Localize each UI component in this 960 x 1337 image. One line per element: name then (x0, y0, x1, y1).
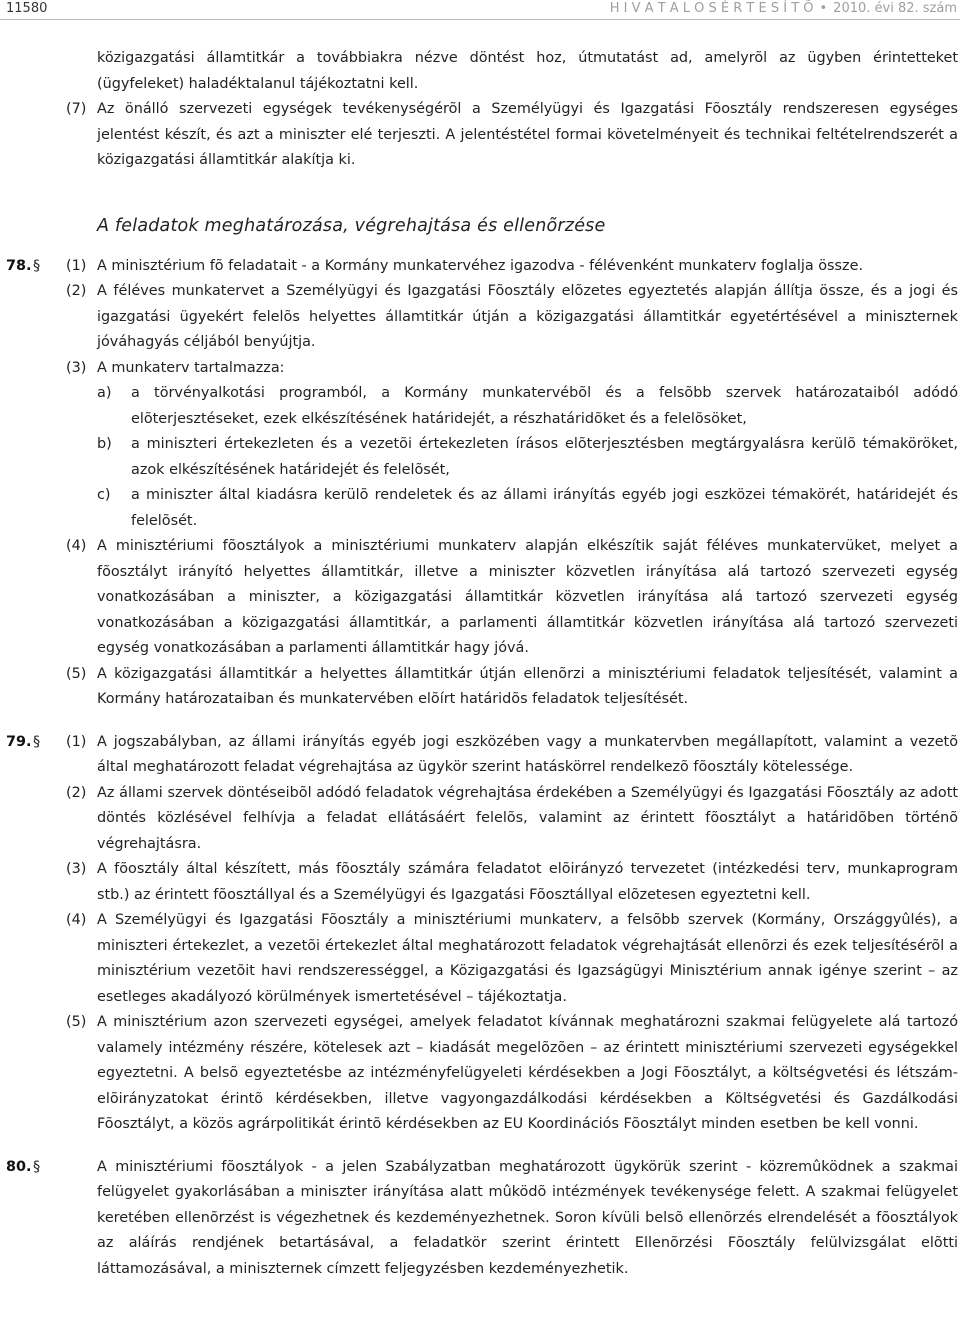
list-item (0, 483, 960, 534)
section-sign: § (33, 733, 41, 750)
issue-label: 2010. évi 82. szám (833, 1, 957, 16)
paragraph-number: (5) (66, 1014, 87, 1030)
paragraph (0, 254, 960, 280)
section-sign: § (33, 1158, 41, 1175)
paragraph-number: (7) (66, 101, 87, 117)
paragraph-number: (3) (66, 861, 87, 877)
separator-bullet: • (819, 1, 828, 16)
section-number: 80. (6, 1158, 32, 1175)
paragraph (0, 908, 960, 1010)
continued-paragraph: közigazgatási államtitkár a továbbiakra nézve döntést hoz, útmutatást ad, amelyrõl az ügyben érintetteket (ügyfeleket) haladéktalanul tájékoztatni kell. (97, 50, 958, 92)
paragraph (0, 857, 960, 908)
section-number: 79. (6, 733, 32, 750)
paragraph-number: (3) (66, 359, 87, 376)
list-marker: c) (97, 487, 111, 503)
list-item (0, 381, 960, 432)
paragraph-number: (4) (66, 912, 87, 928)
paragraph-text: A közigazgatási államtitkár a helyettes államtitkár útján ellenõrzi a minisztériumi feladatok teljesítését, valamint a Kormány határozataiban és munkatervében elõírt határidõs feladatok teljesítését. (97, 665, 958, 707)
paragraph (0, 279, 960, 356)
paragraph-text: Az állami szervek döntéseibõl adódó feladatok végrehajtása érdekében a Személyügyi és Igazgatási Fõosztály az adott döntés közlésével felhívja a feladat ellátásáért felelõs, valamint az érintett fõosztályt a határidõben történõ végrehajtásra. (97, 784, 958, 852)
section-80 (0, 1155, 960, 1283)
paragraph-number: (5) (66, 665, 87, 682)
list-text: a miniszter által kiadásra kerülõ rendeletek és az állami irányítás egyéb jogi eszközei témakörét, határidejét és felelõsét. (131, 487, 958, 529)
list-marker: a) (97, 385, 112, 401)
paragraph-7 (0, 97, 960, 174)
paragraph-number: (1) (66, 733, 87, 750)
paragraph-text: A minisztériumi fõosztályok a minisztériumi munkaterv alapján elkészítik saját féléves munkatervüket, melyet a fõosztályt irányító helyettes államtitkár, illetve a miniszter közvetlen irányítása alá tartozó szervezeti egység vonatkozásában a miniszter, a közigazgatási államtitkár közvetlen irányítása alá tartozó szervezeti egység vonatkozásában a közigazgatási államtitkár, a parlamenti államtitkár közvetlen irányítása alá tartozó szervezeti egység vonatkozásában a parlamenti államtitkár hagy jóvá. (97, 538, 958, 656)
paragraph (0, 356, 960, 382)
paragraph-number: (2) (66, 283, 87, 299)
paragraph (0, 534, 960, 662)
page-header (0, 0, 960, 20)
section-gap (0, 1138, 960, 1155)
paragraph (0, 1010, 960, 1138)
paragraph-text: A Személyügyi és Igazgatási Fõosztály a minisztériumi munkaterv, a felsõbb szervek (Kormány, Országgyûlés), a miniszteri értekezlet, a vezetõi értekezlet által meghatározott feladatok végrehajtását ellenõrzi és ezek teljesítésérõl a minisztérium vezetõit havi rendszerességgel, a Közigazgatási és Igazságügyi Minisztérium annak igénye szerint – az esetleges akadályozó körülmények ismertetésével – tájékoztatja. (97, 912, 958, 1005)
paragraph (0, 662, 960, 713)
paragraph-number: (4) (66, 538, 87, 554)
list-text: a miniszteri értekezleten és a vezetõi értekezleten írásos elõterjesztésben megtárgyalásra kerülõ témaköröket, azok elkészítésének határidejét és felelõsét, (131, 436, 958, 478)
paragraph-text: A fõosztály által készített, más fõosztály számára feladatot elõirányzó tervezetet (intézkedési terv, munkaprogram stb.) az érintett fõosztállyal és a Személyügyi és Igazgatási Fõosztállyal elõzetesen egyeztetni kell. (97, 861, 958, 903)
paragraph-text: A minisztérium fõ feladatait - a Kormány munkatervéhez igazodva - félévenként munkaterv foglalja össze. (97, 257, 864, 274)
section-79 (0, 730, 960, 1138)
section-78 (0, 254, 960, 713)
paragraph-text: A féléves munkatervet a Személyügyi és Igazgatási Fõosztály elõzetes egyeztetés alapján állítja össze, és a jogi és igazgatási ügyekért felelõs helyettes államtitkár útján a közigazgatási államtitkár egyetértésével a miniszternek jóváhagyás céljából benyújtja. (97, 283, 958, 350)
journal-info (610, 1, 957, 17)
header-rule (0, 19, 960, 20)
paragraph (0, 781, 960, 858)
list-marker: b) (97, 436, 112, 452)
paragraph (0, 730, 960, 781)
list-text: a törvényalkotási programból, a Kormány munkatervébõl és a felsõbb szervek határozataiból adódó elõterjesztéseket, ezek elkészítésének határidejét, a részhatáridõket és a felelõsöket, (131, 385, 958, 427)
section-heading: A feladatok meghatározása, végrehajtása és ellenõrzése (97, 215, 606, 236)
paragraph-text: A minisztériumi fõosztályok - a jelen Szabályzatban meghatározott ügykörük szerint - közremûködnek a szakmai felügyelet gyakorlásában a miniszter irányítása alatt mûködõ intézmények tevékenysége felett. A szakmai felügyelet keretében ellenõrzést is végezhetnek és kezdeményezhetnek. Soron kívüli belsõ ellenõrzés elrendelését a fõosztályok az aláírás rendjének betartásával, a feladatkör szerint érintett Ellenõrzési Fõosztály felülvizsgálat elõtti láttamozásával, a miniszternek címzett feljegyzésben kezdeményezhetik. (97, 1158, 958, 1277)
section-number: 78. (6, 257, 32, 274)
document-body (0, 46, 960, 1282)
paragraph-text: Az önálló szervezeti egységek tevékenységérõl a Személyügyi és Igazgatási Fõosztály rendszeresen egységes jelentést készít, és azt a miniszter elé terjeszti. A jelentéstétel formai követelményeit és technikai feltételrendszerét a közigazgatási államtitkár alakítja ki. (97, 101, 958, 168)
journal-title: H I V A T A L O S É R T E S Í T Õ (609, 1, 814, 16)
paragraph-text: A munkaterv tartalmazza: (97, 359, 285, 376)
page-number: 11580 (6, 1, 48, 16)
paragraph-text: A minisztérium azon szervezeti egységei, amelyek feladatot kívánnak meghatározni szakmai felügyelete alá tartozó valamely intézmény részére, kötelesek azt – kiadását megelõzõen – az érintett minisztériumi szervezeti egységekkel egyeztetni. A belsõ egyeztetésbe az intézményfelügyeleti kérdésekben a Jogi Fõosztályt, a költségvetési és létszám-elõirányzatokat érintõ kérdésekben, illetve vagyongazdálkodási kérdésekben a Költségvetési és Gazdálkodási Fõosztályt, a közös agrárpolitikát érintõ kérdésekben az EU Koordinációs Fõosztályt minden esetben be kell vonni. (97, 1014, 958, 1132)
list-item (0, 432, 960, 483)
paragraph-number: (2) (66, 784, 87, 801)
section-gap (0, 713, 960, 730)
section-sign: § (33, 257, 41, 274)
paragraph-text: A jogszabályban, az állami irányítás egyéb jogi eszközében vagy a munkatervben megállapított, valamint a vezetõ által meghatározott feladat végrehajtása az ügykör szerint hatáskörrel rendelkezõ fõosztály kötelessége. (97, 733, 958, 775)
paragraph-number: (1) (66, 257, 87, 274)
